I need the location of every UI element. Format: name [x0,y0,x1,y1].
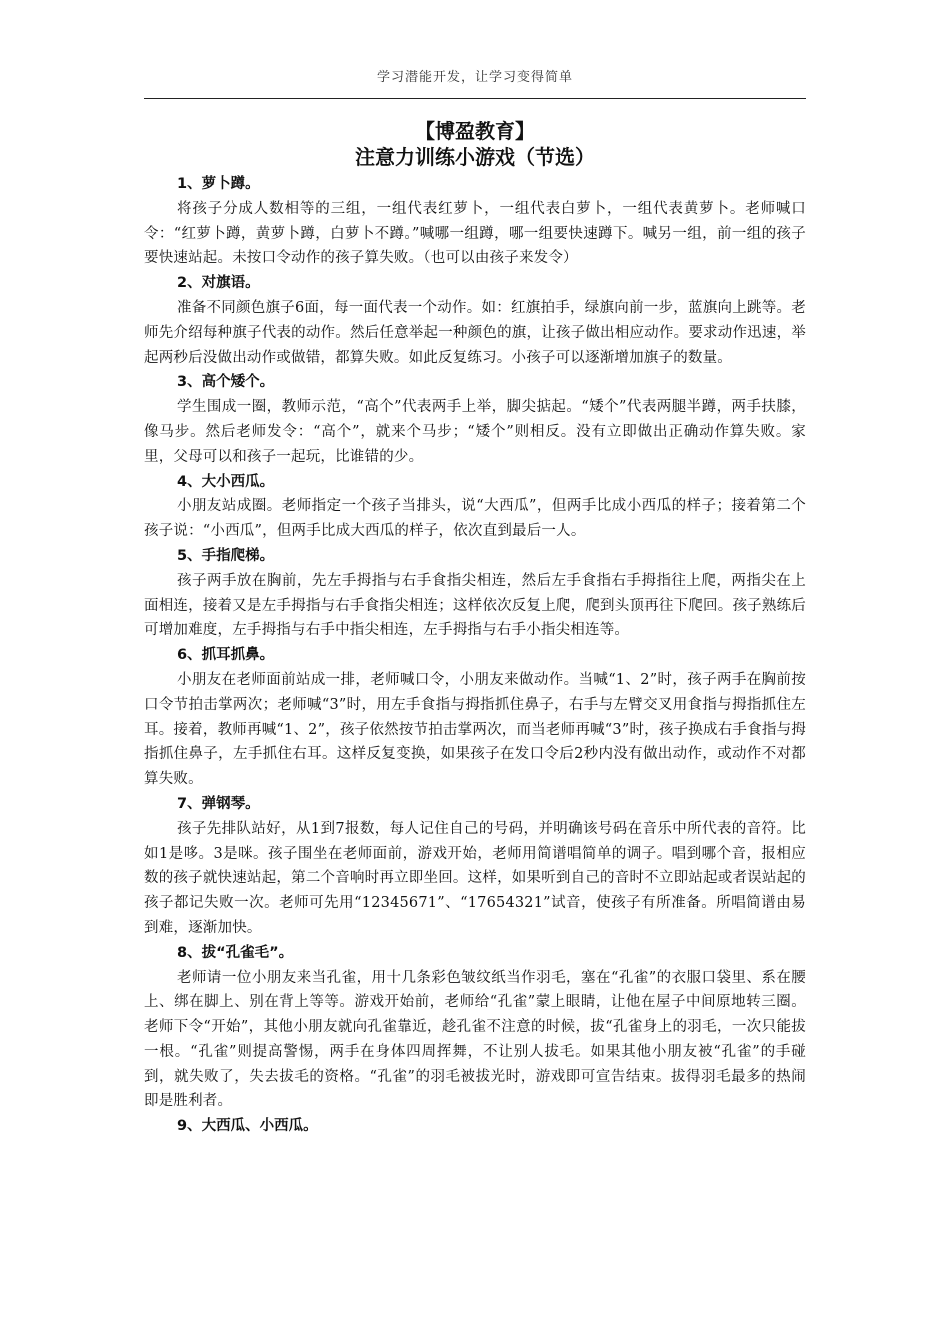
section-7 [144,792,806,941]
section-paragraph: 孩子两手放在胸前，先左手拇指与右手食指尖相连，然后左手食指右手拇指往上爬，两指尖在上面相连，接着又是左手拇指与右手食指尖相连；这样依次反复上爬，爬到头顶再往下爬回。孩子熟练后可增加难度，左手拇指与右手中指尖相连，左手拇指与右手小指尖相连等。 [144,572,806,639]
page-header: 学习潜能开发，让学习变得简单 [376,70,573,85]
section-heading: 9、大西瓜、小西瓜。 [177,1118,318,1135]
section-heading: 1、萝卜蹲。 [177,176,260,192]
section-paragraph: 小朋友站成圈。老师指定一个孩子当排头，说“大西瓜”，但两手比成小西瓜的样子；接着第二个孩子说：“小西瓜”，但两手比成大西瓜的样子，依次直到最后一人。 [144,498,806,540]
section-paragraph: 将孩子分成人数相等的三组，一组代表红萝卜，一组代表白萝卜，一组代表黄萝卜。老师喊口令：“红萝卜蹲，黄萝卜蹲，白萝卜不蹲。”喊哪一组蹲，哪一组要快速蹲下。喊另一组，前一组的孩子要快速站起。未按口令动作的孩子算失败。（也可以由孩子来发令） [144,200,806,267]
document-body [144,118,806,1139]
section-heading: 5、手指爬梯。 [177,547,275,564]
header-divider [144,98,806,99]
title-line-2: 注意力训练小游戏（节选） [355,145,595,169]
section-heading: 3、高个矮个。 [177,374,275,391]
section-heading: 8、拔“孔雀毛”。 [177,944,294,961]
section-heading: 7、弹钢琴。 [177,795,260,812]
section-4 [144,470,806,544]
section-2 [144,271,806,370]
section-paragraph: 孩子先排队站好，从1到7报数，每人记住自己的号码，并明确该号码在音乐中所代表的音符。比如1是哆。3是咪。孩子围坐在老师面前，游戏开始，老师用简谱唱简单的调子。唱到哪个音，报相应数的孩子就快速站起，第二个音响时再立即坐回。这样，如果听到自己的音时不立即站起或者误站起的孩子都记失败一次。老师可先用“12345671”、“17654321”试音，使孩子有所准备。所唱简谱由易到难，逐渐加快。 [144,820,806,936]
section-heading: 6、抓耳抓鼻。 [177,647,275,664]
section-1 [144,172,806,271]
section-heading: 2、对旗语。 [177,275,260,292]
section-8 [144,941,806,1115]
section-9 [144,1114,806,1139]
section-5 [144,544,806,643]
section-3 [144,370,806,469]
section-paragraph: 老师请一位小朋友来当孔雀，用十几条彩色皱纹纸当作羽毛，塞在“孔雀”的衣服口袋里、系在腰上、绑在脚上、别在背上等等。游戏开始前，老师给“孔雀”蒙上眼睛，让他在屋子中间原地转三圈。老师下令“开始”，其他小朋友就向孔雀靠近，趁孔雀不注意的时候，拔“孔雀身上的羽毛，一次只能拔一根。“孔雀”则提高警惕，两手在身体四周挥舞，不让别人拔毛。如果其他小朋友被“孔雀”的手碰到，就失败了，失去拔毛的资格。“孔雀”的羽毛被拔光时，游戏即可宣告结束。拔得羽毛最多的热闹即是胜利者。 [144,969,806,1110]
section-6 [144,643,806,792]
section-paragraph: 学生围成一圈，教师示范，“高个”代表两手上举，脚尖掂起。“矮个”代表两腿半蹲，两手扶膝，像马步。然后老师发令：“高个”，就来个马步；“矮个”则相反。没有立即做出正确动作算失败。家里，父母可以和孩子一起玩，比谁错的少。 [144,399,806,465]
title-line-1: 【博盈教育】 [415,119,535,143]
section-paragraph: 小朋友在老师面前站成一排，老师喊口令，小朋友来做动作。当喊“1、2”时，孩子两手在胸前按口令节拍击掌两次；老师喊“3”时，用左手食指与拇指抓住鼻子，右手与左臂交叉用食指与拇指抓住左耳。接着，教师再喊“1、2”，孩子依然按节拍击掌两次，而当老师再喊“3”时，孩子换成右手食指与拇指抓住鼻子，左手抓住右耳。这样反复变换，如果孩子在发口令后2秒内没有做出动作，或动作不对都算失败。 [144,671,806,788]
section-paragraph: 准备不同颜色旗子6面，每一面代表一个动作。如：红旗拍手，绿旗向前一步，蓝旗向上跳等。老师先介绍每种旗子代表的动作。然后任意举起一种颜色的旗，让孩子做出相应动作。要求动作迅速，举起两秒后没做出动作或做错，都算失败。如此反复练习。小孩子可以逐渐增加旗子的数量。 [144,299,806,366]
section-heading: 4、大小西瓜。 [177,473,275,490]
